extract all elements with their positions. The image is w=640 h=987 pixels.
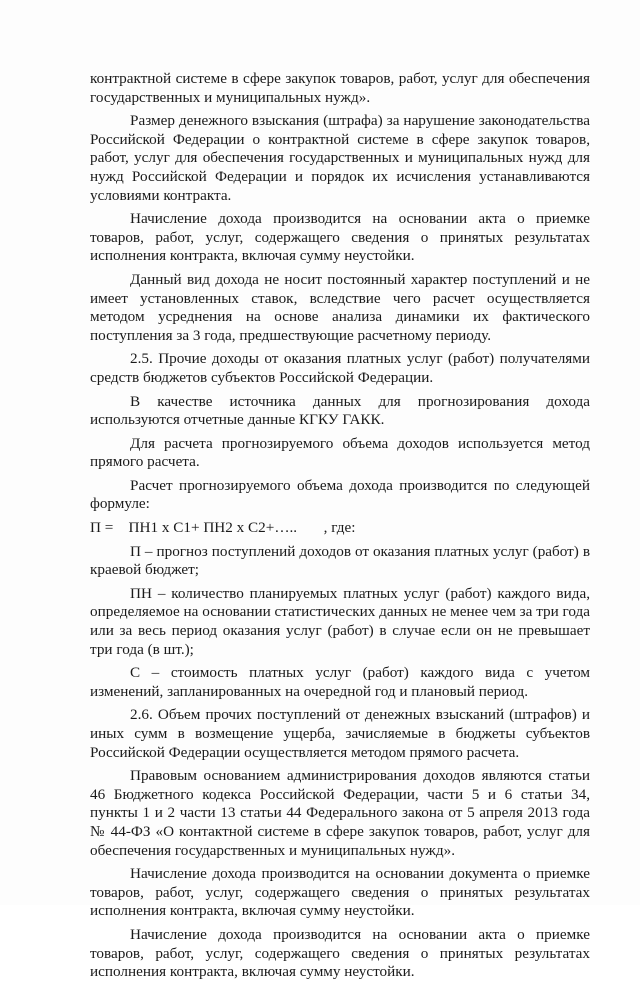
paragraph-direct-method: Для расчета прогнозируемого объема доходов используется метод прямого расчета. (90, 434, 590, 471)
formula: П = ПН1 х С1+ ПН2 х С2+….. , где: (90, 519, 356, 537)
legend-c: С – стоимость платных услуг (работ) каждого вида с учетом изменений, запланированных на очередной год и плановый период. (90, 664, 590, 700)
paragraph-legal-basis: Правовым основанием администрирования доходов являются статьи 46 Бюджетного кодекса Российской Федерации, части 5 и 6 статьи 34, пункты 1 и 2 части 13 статьи 44 Федерального закона от 5 апреля 2013 года № 44-ФЗ «О контактной системе в сфере закупок товаров, работ, услуг для обеспечения государственных и муниципальных нужд». (90, 767, 590, 859)
legend-p: П – прогноз поступлений доходов от оказания платных услуг (работ) в краевой бюджет; (90, 542, 590, 579)
paragraph-accrual-act: Начисление дохода производится на основании акта о приемке товаров, работ, услуг, содержащего сведения о принятых результатах исполнения контракта, включая сумму неустойки. (90, 210, 590, 265)
paragraph-continuation: контрактной системе в сфере закупок товаров, работ, услуг для обеспечения государственных и муниципальных нужд». (90, 70, 590, 106)
paragraph-data-source: В качестве источника данных для прогнозирования дохода используются отчетные данные КГКУ ГАКК. (90, 392, 590, 429)
paragraph-fine-size: Размер денежного взыскания (штрафа) за нарушение законодательства Российской Федерации о контрактной системе в сфере закупок товаров, работ, услуг для обеспечения государственных и муниципальных нужд для нужд Российской Федерации и порядок их исчисления устанавливаются условиями контракта. (90, 112, 590, 204)
paragraph-formula-intro: Расчет прогнозируемого объема дохода производится по следующей формуле: (90, 476, 590, 513)
document-body (90, 70, 590, 987)
paragraph-accrual-act-final: Начисление дохода производится на основании акта о приемке товаров, работ, услуг, содержащего сведения о принятых результатах исполнения контракта, включая сумму неустойки. (90, 925, 590, 981)
section-heading-2-6: 2.6. Объем прочих поступлений от денежных взысканий (штрафов) и иных сумм в возмещение ущерба, зачисляемые в бюджеты субъектов Российской Федерации осуществляется методом прямого расчета. (90, 706, 590, 761)
legend-pn: ПН – количество планируемых платных услуг (работ) каждого вида, определяемое на основании статистических данных не менее чем за три года или за весь период оказания услуг (работ) в случае если он не превышает три года (в шт.); (90, 584, 591, 658)
paragraph-accrual-document: Начисление дохода производится на основании документа о приемке товаров, работ, услуг, содержащего сведения о принятых результатах исполнения контракта, включая сумму неустойки. (90, 865, 590, 920)
section-heading-2-5: 2.5. Прочие доходы от оказания платных услуг (работ) получателями средств бюджетов субъектов Российской Федерации. (90, 350, 590, 386)
paragraph-averaging-method: Данный вид дохода не носит постоянный характер поступлений и не имеет установленных ставок, вследствие чего расчет осуществляется методом усреднения на основе анализа динамики их фактического поступления за 3 года, предшествующие расчетному периоду. (90, 270, 590, 344)
